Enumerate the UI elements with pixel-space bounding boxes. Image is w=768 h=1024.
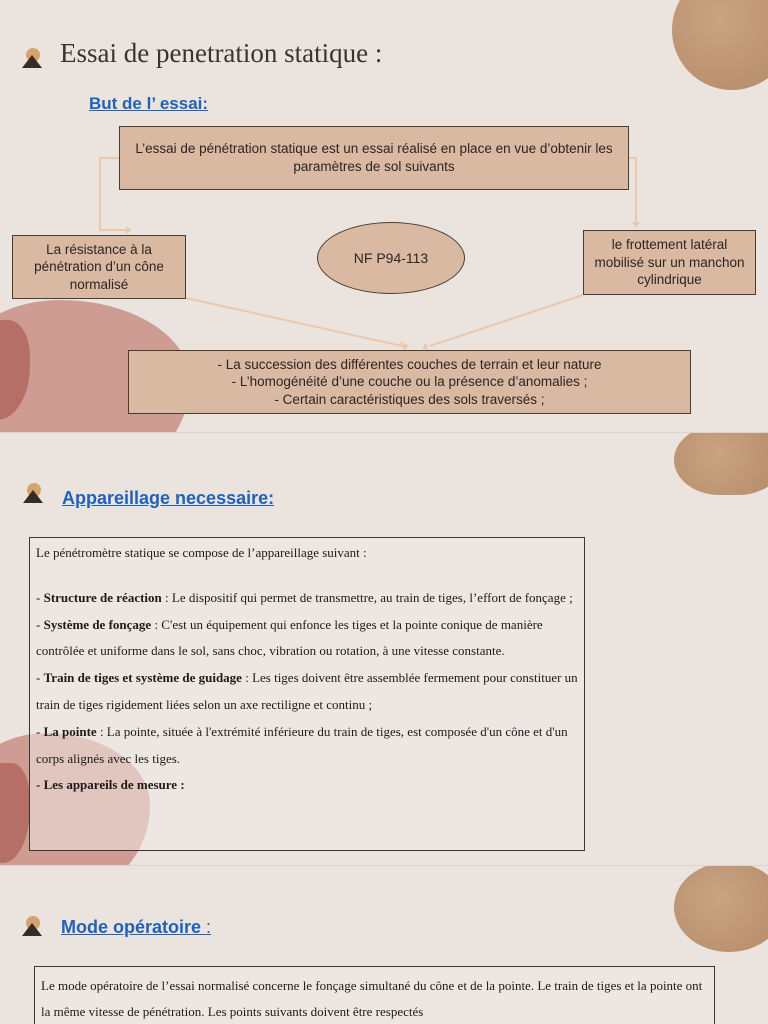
result-line-2: - L’homogénéité d’une couche ou la présence d’anomalies ; [231, 374, 588, 390]
item-foncage: - Système de fonçage : C'est un équipement qui enfonce les tiges et la pointe conique de manière contrôlée et uniforme dans le sol, sans choc, vibration ou rotation, à une vitesse constante. [36, 616, 543, 659]
item-pointe: - La pointe : La pointe, située à l'extrémité inférieure du train de tiges, est composée d'un cône et d'un corps alignés avec les tiges. [36, 723, 568, 766]
decor-circle-top-right [674, 433, 768, 495]
norm-ellipse: NF P94-113 [317, 222, 465, 294]
mountain-bullet-icon [21, 481, 45, 505]
item-structure: - Structure de réaction : Le dispositif qui permet de transmettre, au train de tiges, l’effort de fonçage ; [36, 589, 573, 605]
top-description-box: L’essai de pénétration statique est un essai réalisé en place en vue d’obtenir les paramètres de sol suivants [119, 126, 629, 190]
right-parameter-box: le frottement latéral mobilisé sur un manchon cylindrique [583, 230, 756, 295]
mode-operatoire-text: Le mode opératoire de l’essai normalisé concerne le fonçage simultané du cône et de la pointe. Le train de tiges et la pointe ont la même vitesse de pénétration. Les points suivants doivent être respectés [41, 978, 703, 1019]
result-line-1: - La succession des différentes couches de terrain et leur nature [217, 356, 602, 372]
appareillage-textbox [29, 537, 585, 851]
heading-appareillage[interactable]: Appareillage necessaire: [62, 488, 275, 508]
result-line-3: - Certain caractéristiques des sols traversés ; [274, 391, 545, 407]
intro-text: Le pénétromètre statique se compose de l’appareillage suivant : [36, 545, 367, 560]
mode-operatoire-textbox [34, 966, 715, 1024]
item-appareils-mesure: - Les appareils de mesure : [36, 777, 185, 793]
item-train-tiges: - Train de tiges et système de guidage : Les tiges doivent être assemblée fermement pour constituer un train de tiges rigidement liées selon un axe rectiligne et continu ; [36, 670, 578, 712]
mountain-bullet-icon [20, 914, 44, 938]
bottom-results-box [128, 350, 691, 414]
heading-but-essai[interactable]: But de l’ essai: [89, 94, 209, 113]
slide-3 [0, 866, 768, 1024]
slide-2 [0, 433, 768, 866]
left-parameter-box: La résistance à la pénétration d’un cône normalisé [12, 235, 186, 299]
decor-circle-top-right [674, 866, 768, 952]
page-title: Essai de penetration statique : [60, 38, 383, 68]
heading-mode-operatoire[interactable]: Mode opératoire : [61, 917, 212, 937]
slide-1 [0, 0, 768, 433]
